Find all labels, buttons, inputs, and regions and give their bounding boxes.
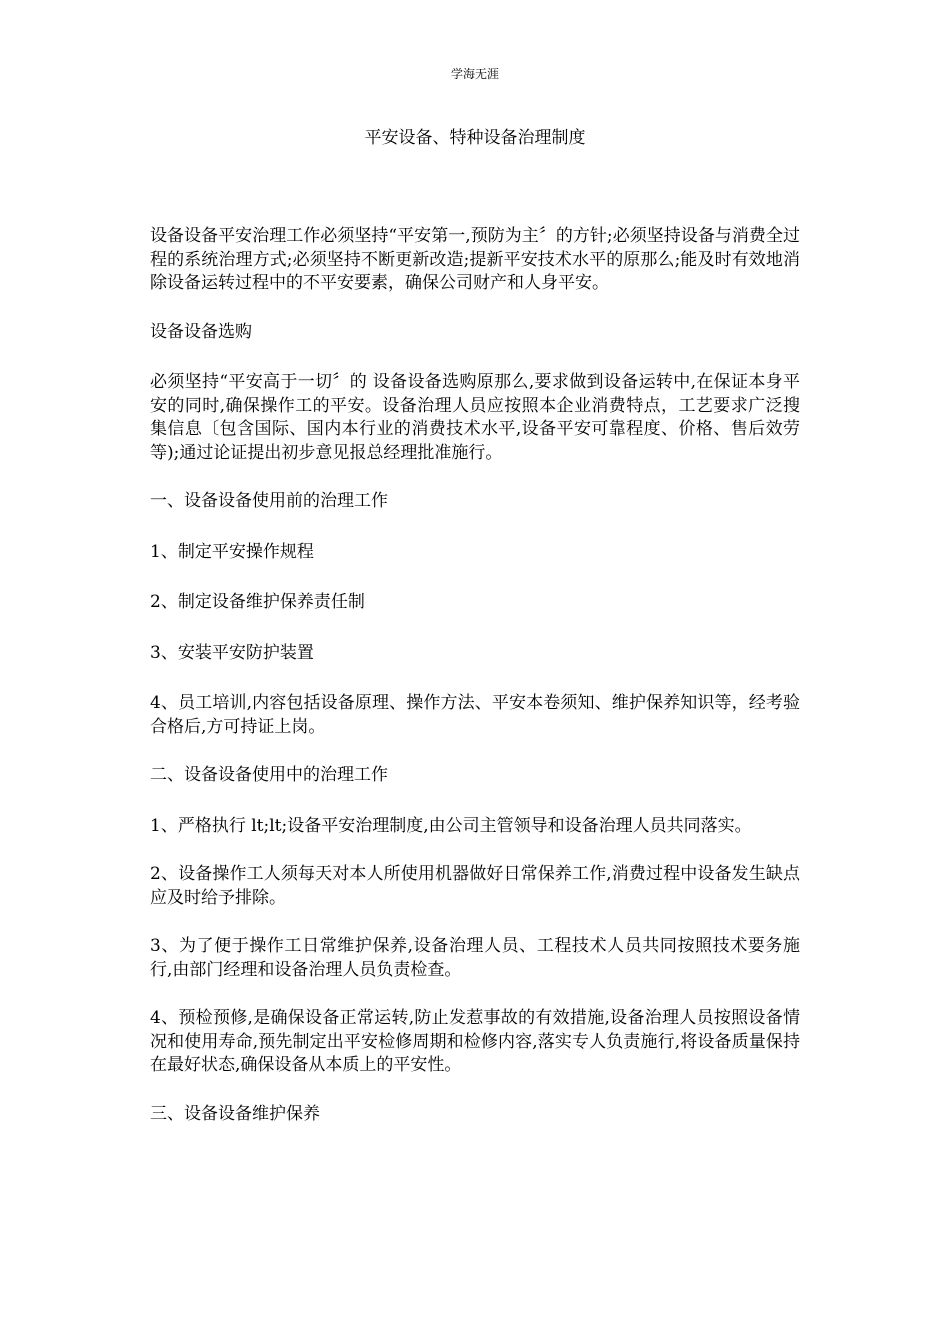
list-item: 3、为了便于操作工日常维护保养,设备治理人员、工程技术人员共同按照技术要务施行,由部门经理和设备治理人员负责检查。 [150, 936, 800, 980]
section-heading-selection: 设备设备选购 [150, 321, 252, 342]
section-heading-3: 三、设备设备维护保养 [150, 1103, 320, 1124]
document-title: 平安设备、特种设备治理制度 [364, 128, 586, 148]
section-heading-2: 二、设备设备使用中的治理工作 [150, 765, 388, 785]
list-item: 2、设备操作工人须每天对本人所使用机器做好日常保养工作,消费过程中设备发生缺点应及时给予排除。 [150, 864, 800, 908]
list-item: 1、严格执行 lt;lt;设备平安治理制度,由公司主管领导和设备治理人员共同落实。 [150, 815, 752, 836]
list-item: 2、制定设备维护保养责任制 [150, 592, 365, 612]
document-body [150, 225, 800, 1153]
list-item: 4、员工培训,内容包括设备原理、操作方法、平安本卷须知、维护保养知识等，经考验合格后,方可持证上岗。 [150, 693, 800, 737]
list-item: 1、制定平安操作规程 [150, 541, 314, 562]
section-heading-1: 一、设备设备使用前的治理工作 [150, 491, 388, 511]
list-item: 3、安装平安防护装置 [150, 642, 314, 663]
page-header: 学海无涯 [450, 67, 499, 81]
paragraph-intro: 设备设备平安治理工作必须坚持“平安第一,预防为主〞的方针;必须坚持设备与消费全过程的系统治理方式;必须坚持不断更新改造;提新平安技术水平的原那么;能及时有效地消除设备运转过程中的不平安要素，确保公司财产和人身平安。 [150, 226, 800, 293]
paragraph-selection: 必须坚持“平安高于一切〞的 设备设备选购原那么,要求做到设备运转中,在保证本身平安的同时,确保操作工的平安。设备治理人员应按照本企业消费特点，工艺要求广泛搜集信息〔包含国际、国内本行业的消费技术水平,设备平安可靠程度、价格、售后效劳等);通过论证提出初步意见报总经理批准施行。 [150, 372, 800, 463]
list-item: 4、预检预修,是确保设备正常运转,防止发惹事故的有效措施,设备治理人员按照设备情况和使用寿命,预先制定出平安检修周期和检修内容,落实专人负责施行,将设备质量保持在最好状态,确保设备从本质上的平安性。 [150, 1008, 800, 1075]
